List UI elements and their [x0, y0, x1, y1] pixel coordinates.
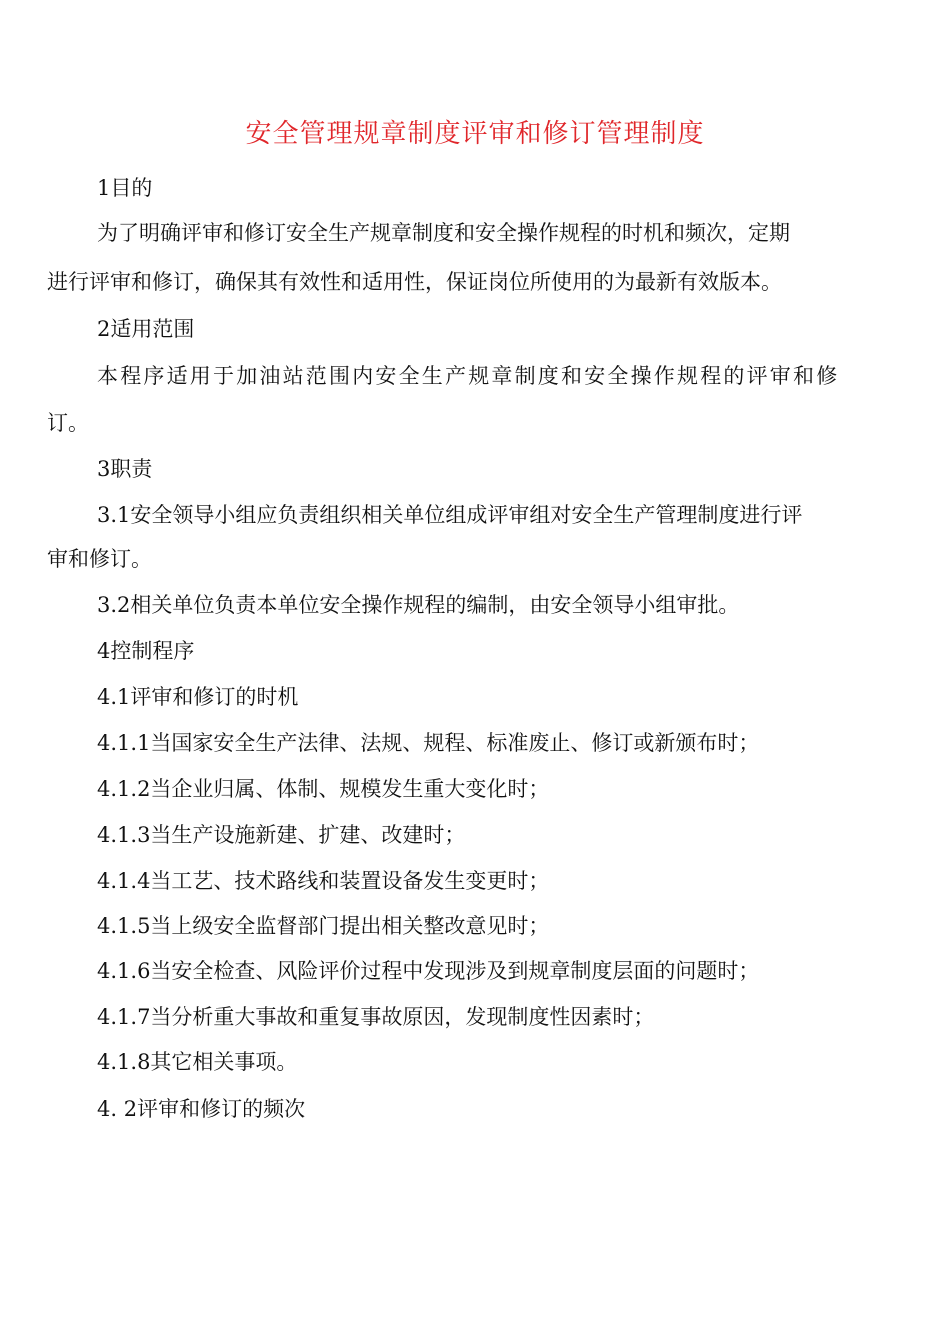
- subsection-heading: 4.1评审和修订的时机: [97, 685, 299, 709]
- list-item: 4.1.7当分析重大事故和重复事故原因，发现制度性因素时；: [97, 1005, 655, 1029]
- section-heading-purpose: 1目的: [97, 176, 153, 200]
- paragraph-line: 订。: [47, 411, 89, 435]
- paragraph-line: 3.2相关单位负责本单位安全操作规程的编制，由安全领导小组审批。: [97, 593, 740, 617]
- list-item: 4.1.8其它相关事项。: [97, 1050, 298, 1074]
- list-item: 4.1.2当企业归属、体制、规模发生重大变化时；: [97, 777, 550, 801]
- document-title: 安全管理规章制度评审和修订管理制度: [245, 119, 705, 149]
- paragraph-line: 审和修订。: [47, 547, 152, 571]
- section-heading-control: 4控制程序: [97, 639, 195, 663]
- paragraph-line: 进行评审和修订，确保其有效性和适用性，保证岗位所使用的为最新有效版本。: [47, 270, 782, 294]
- list-item: 4.1.4当工艺、技术路线和装置设备发生变更时；: [97, 869, 550, 893]
- paragraph-line: 3.1安全领导小组应负责组织相关单位组成评审组对安全生产管理制度进行评: [97, 503, 803, 527]
- list-item: 4.1.6当安全检查、风险评价过程中发现涉及到规章制度层面的问题时；: [97, 959, 760, 983]
- paragraph-line: 为了明确评审和修订安全生产规章制度和安全操作规程的时机和频次，定期: [97, 221, 790, 245]
- subsection-heading: 4. 2评审和修订的频次: [97, 1097, 306, 1121]
- section-heading-duties: 3职责: [97, 457, 153, 481]
- paragraph-line: 本程序适用于加油站范围内安全生产规章制度和安全操作规程的评审和修: [97, 364, 840, 388]
- list-item: 4.1.3当生产设施新建、扩建、改建时；: [97, 823, 466, 847]
- list-item: 4.1.1当国家安全生产法律、法规、规程、标准废止、修订或新颁布时；: [97, 731, 760, 755]
- section-heading-scope: 2适用范围: [97, 317, 195, 341]
- list-item: 4.1.5当上级安全监督部门提出相关整改意见时；: [97, 914, 550, 938]
